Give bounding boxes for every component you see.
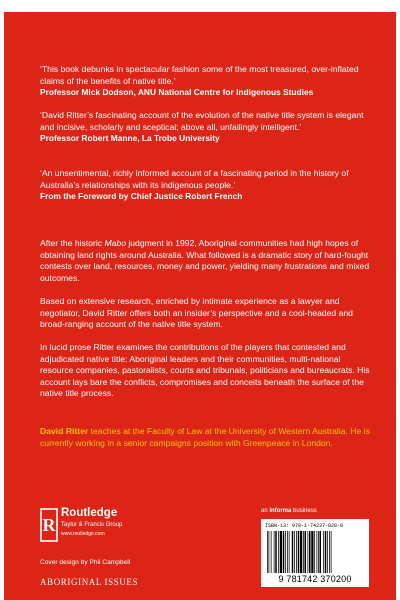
publisher-logo: [40, 507, 180, 547]
svg-text:R: R: [42, 515, 56, 535]
barcode-bars-icon: [267, 531, 363, 573]
isbn-label: ISBN-13: 978-1-74237-020-0: [265, 523, 344, 529]
quote-source: Professor Mick Dodson, ANU National Centre for Indigenous Studies: [40, 87, 314, 98]
informa-tagline: an informa business: [261, 508, 317, 514]
quote-source: From the Foreword by Chief Justice Robert French: [40, 191, 243, 202]
quote-text: ‘This book debunks in spectacular fashion some of the most treasured, over-inflated claims of the benefits of native title.’: [40, 64, 359, 86]
review-quote-1: [40, 64, 370, 99]
routledge-r-mark-icon: [40, 508, 58, 542]
blurb-paragraph-1: After the historic Mabo judgment in 1992, Aboriginal communities had high hopes of obtaining land rights around Australia. What followed is a dramatic story of hard-fought contests over land, resources, money and power, yielding many frustrations and mixed outcomes.: [40, 238, 370, 283]
quote-text: ‘An unsentimental, richly informed account of a fascinating period in the history of Australia’s relationships with its indigenous people.’: [40, 168, 349, 190]
publisher-name: Routledge: [61, 507, 118, 519]
publisher-group: Taylor & Francis Group: [61, 522, 123, 528]
quote-source: Professor Robert Manne, La Trobe University: [40, 133, 220, 144]
blurb-paragraph-3: In lucid prose Ritter examines the contributions of the players that contested and adjudicated native title: Aboriginal leaders and their communities, multi-national resource companies, pastoralists, courts and tribunals, politicians and bureaucrats. His account lays bare the conflicts, compromises and conceits beneath the surface of the native title process.: [40, 342, 370, 399]
quote-text: ‘David Ritter’s fascinating account of the evolution of the native title system is elegant and incisive, scholarly and sceptical; above all, unfailingly intelligent.’: [40, 110, 364, 132]
author-name: David Ritter: [40, 426, 89, 436]
barcode: [261, 519, 369, 587]
cover-design-credit: Cover design by Phil Campbell: [40, 559, 131, 566]
review-quote-2: [40, 110, 370, 145]
red-background: [4, 12, 396, 600]
author-bio: David Ritter teaches at the Faculty of Law at the University of Western Australia. He is currently working in a senior campaigns position with Greenpeace in London.: [40, 426, 370, 448]
barcode-digits: 9 781742 370200: [278, 574, 352, 584]
informa-brand: informa: [269, 508, 292, 514]
publisher-url: www.routledge.com: [61, 531, 105, 537]
category-label: ABORIGINAL ISSUES: [40, 577, 139, 587]
blurb-paragraph-2: Based on extensive research, enriched by intimate experience as a lawyer and negotiator, David Ritter offers both an insider’s perspective and a cool-headed and broad-ranging account of the native title system.: [40, 296, 353, 330]
review-quote-3: [40, 168, 370, 203]
case-name-italic: Mabo: [104, 238, 126, 248]
